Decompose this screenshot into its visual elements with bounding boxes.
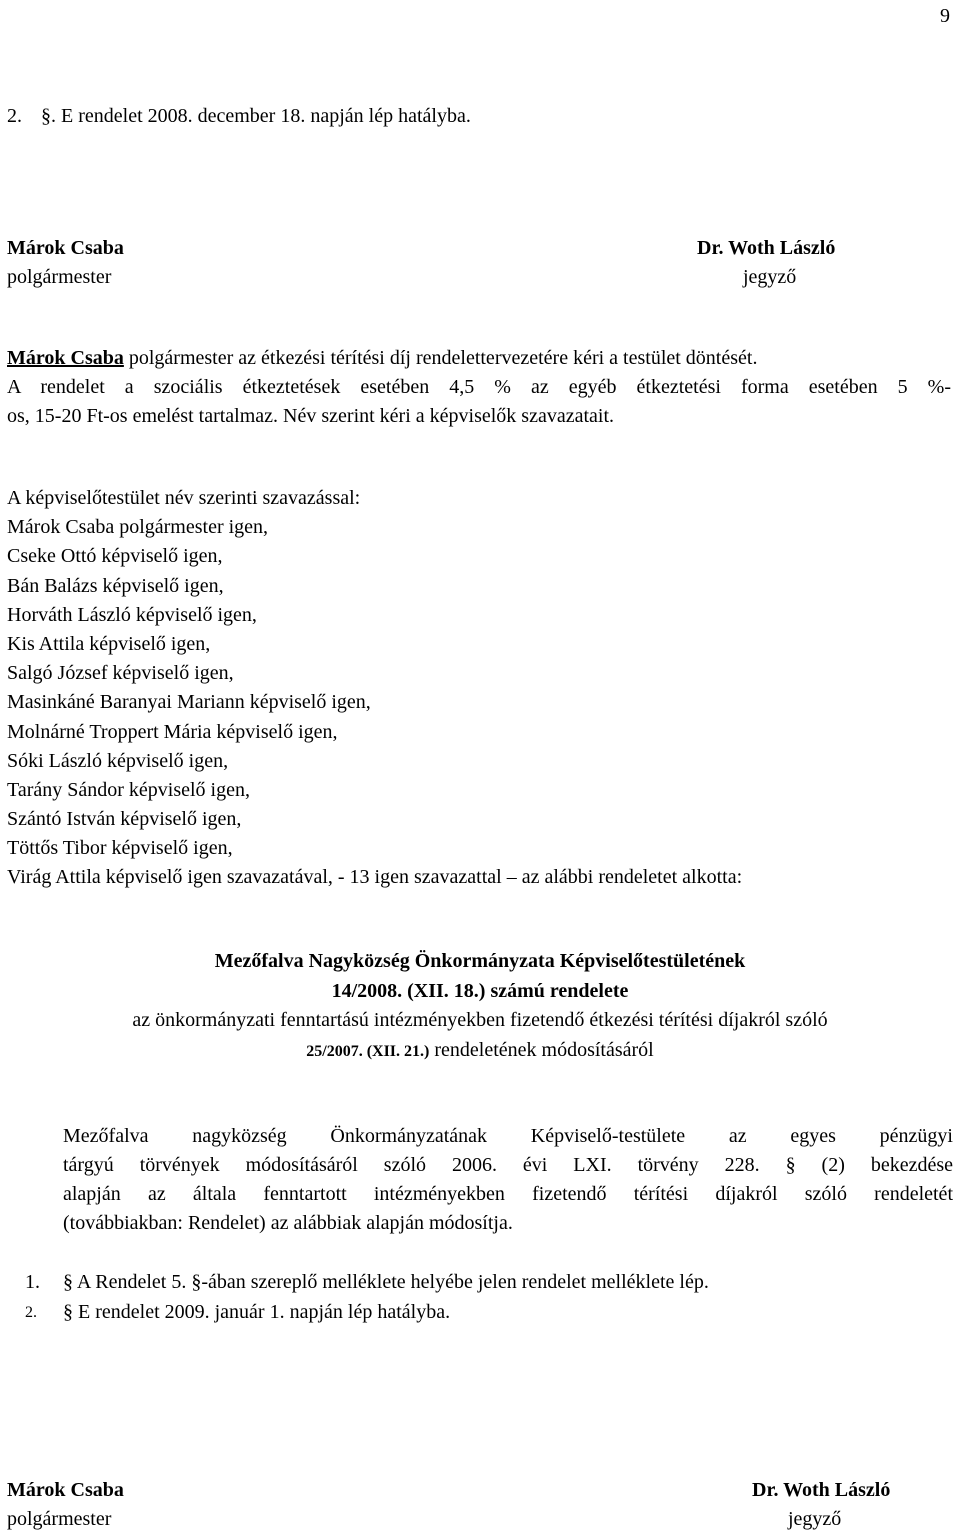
decree-subject: az önkormányzati fenntartású intézményekben fizetendő étkezési térítési díjakról szóló bbox=[132, 1009, 828, 1031]
signature-left-title: polgármester bbox=[7, 266, 112, 288]
item-text: §. E rendelet 2008. december 18. napján lép hatályba. bbox=[41, 105, 471, 127]
item-number: 1. bbox=[25, 1271, 40, 1293]
amended-decree-suffix: rendeletének módosításáról bbox=[429, 1039, 654, 1061]
vote-item: Töttős Tibor képviselő igen, bbox=[7, 837, 233, 860]
intro-line-2: A rendelet a szociális étkeztetések esetében 4,5 % az egyéb étkeztetési forma esetében 5 %- bbox=[7, 376, 951, 398]
signature-left-title: polgármester bbox=[7, 1508, 112, 1530]
signature-left-name: Márok Csaba bbox=[7, 237, 124, 259]
vote-item: Márok Csaba polgármester igen, bbox=[7, 516, 269, 539]
vote-item: Bán Balázs képviselő igen, bbox=[7, 574, 224, 597]
decree-number-date: 14/2008. (XII. 18.) bbox=[331, 980, 486, 1002]
vote-item: Virág Attila képviselő igen szavazatával, - 13 igen szavazattal – az alábbi rendeletet alkotta: bbox=[7, 866, 743, 889]
preamble-line: alapján az általa fenntartott intézményekben fizetendő térítési díjakról szóló rendeletét bbox=[63, 1183, 953, 1205]
item-number: 2. bbox=[25, 1304, 37, 1321]
signature-left-name: Márok Csaba bbox=[7, 1479, 124, 1501]
vote-item: Salgó József képviselő igen, bbox=[7, 662, 234, 685]
intro-line-1-rest: polgármester az étkezési térítési díj rendelettervezetére kéri a testület döntését. bbox=[123, 347, 758, 369]
page-number: 9 bbox=[940, 5, 950, 27]
signature-right-title: jegyző bbox=[743, 266, 797, 288]
preamble-line: (továbbiakban: Rendelet) az alábbiak alapján módosítja. bbox=[63, 1212, 513, 1234]
vote-item: Sóki László képviselő igen, bbox=[7, 749, 229, 772]
section-item bbox=[7, 102, 471, 131]
vote-item: Horváth László képviselő igen, bbox=[7, 603, 257, 626]
decree-title: Mezőfalva Nagyközség Önkormányzata Képviselőtestületének bbox=[214, 950, 746, 972]
vote-item: Masinkáné Baranyai Mariann képviselő igen, bbox=[7, 691, 371, 714]
vote-list bbox=[7, 484, 742, 893]
item-text: § E rendelet 2009. január 1. napján lép hatályba. bbox=[63, 1301, 451, 1323]
signature-right-name: Dr. Woth László bbox=[752, 1479, 891, 1501]
intro-paragraph bbox=[7, 373, 951, 402]
preamble-line: Mezőfalva nagyközség Önkormányzatának Képviselő-testülete az egyes pénzügyi bbox=[63, 1125, 953, 1147]
vote-item: Kis Attila képviselő igen, bbox=[7, 632, 211, 655]
vote-item: Molnárné Troppert Mária képviselő igen, bbox=[7, 720, 338, 743]
item-number: 2. bbox=[7, 105, 22, 127]
item-text: § A Rendelet 5. §-ában szereplő melléklete helyébe jelen rendelet melléklete lép. bbox=[63, 1271, 709, 1293]
signature-right-name: Dr. Woth László bbox=[697, 237, 836, 259]
signature-right-title: jegyző bbox=[788, 1508, 842, 1530]
vote-item: Szántó István képviselő igen, bbox=[7, 808, 242, 831]
decree-number-suffix: számú rendelete bbox=[485, 980, 629, 1002]
vote-item: Tarány Sándor képviselő igen, bbox=[7, 778, 250, 801]
vote-heading: A képviselőtestület név szerinti szavazással: bbox=[7, 487, 361, 509]
intro-line-3: os, 15-20 Ft-os emelést tartalmaz. Név szerint kéri a képviselők szavazatait. bbox=[7, 405, 615, 427]
intro-line-1 bbox=[7, 344, 757, 373]
decree-amended bbox=[0, 1036, 960, 1066]
preamble-paragraph bbox=[63, 1122, 953, 1238]
amended-decree-number: 25/2007. (XII. 21.) bbox=[306, 1043, 430, 1060]
intro-name: Márok Csaba bbox=[7, 347, 124, 369]
decree-number bbox=[0, 977, 960, 1006]
vote-item: Cseke Ottó képviselő igen, bbox=[7, 545, 223, 568]
preamble-line: tárgyú törvények módosításáról szóló 2006. évi LXI. törvény 228. § (2) bekezdése bbox=[63, 1154, 953, 1176]
